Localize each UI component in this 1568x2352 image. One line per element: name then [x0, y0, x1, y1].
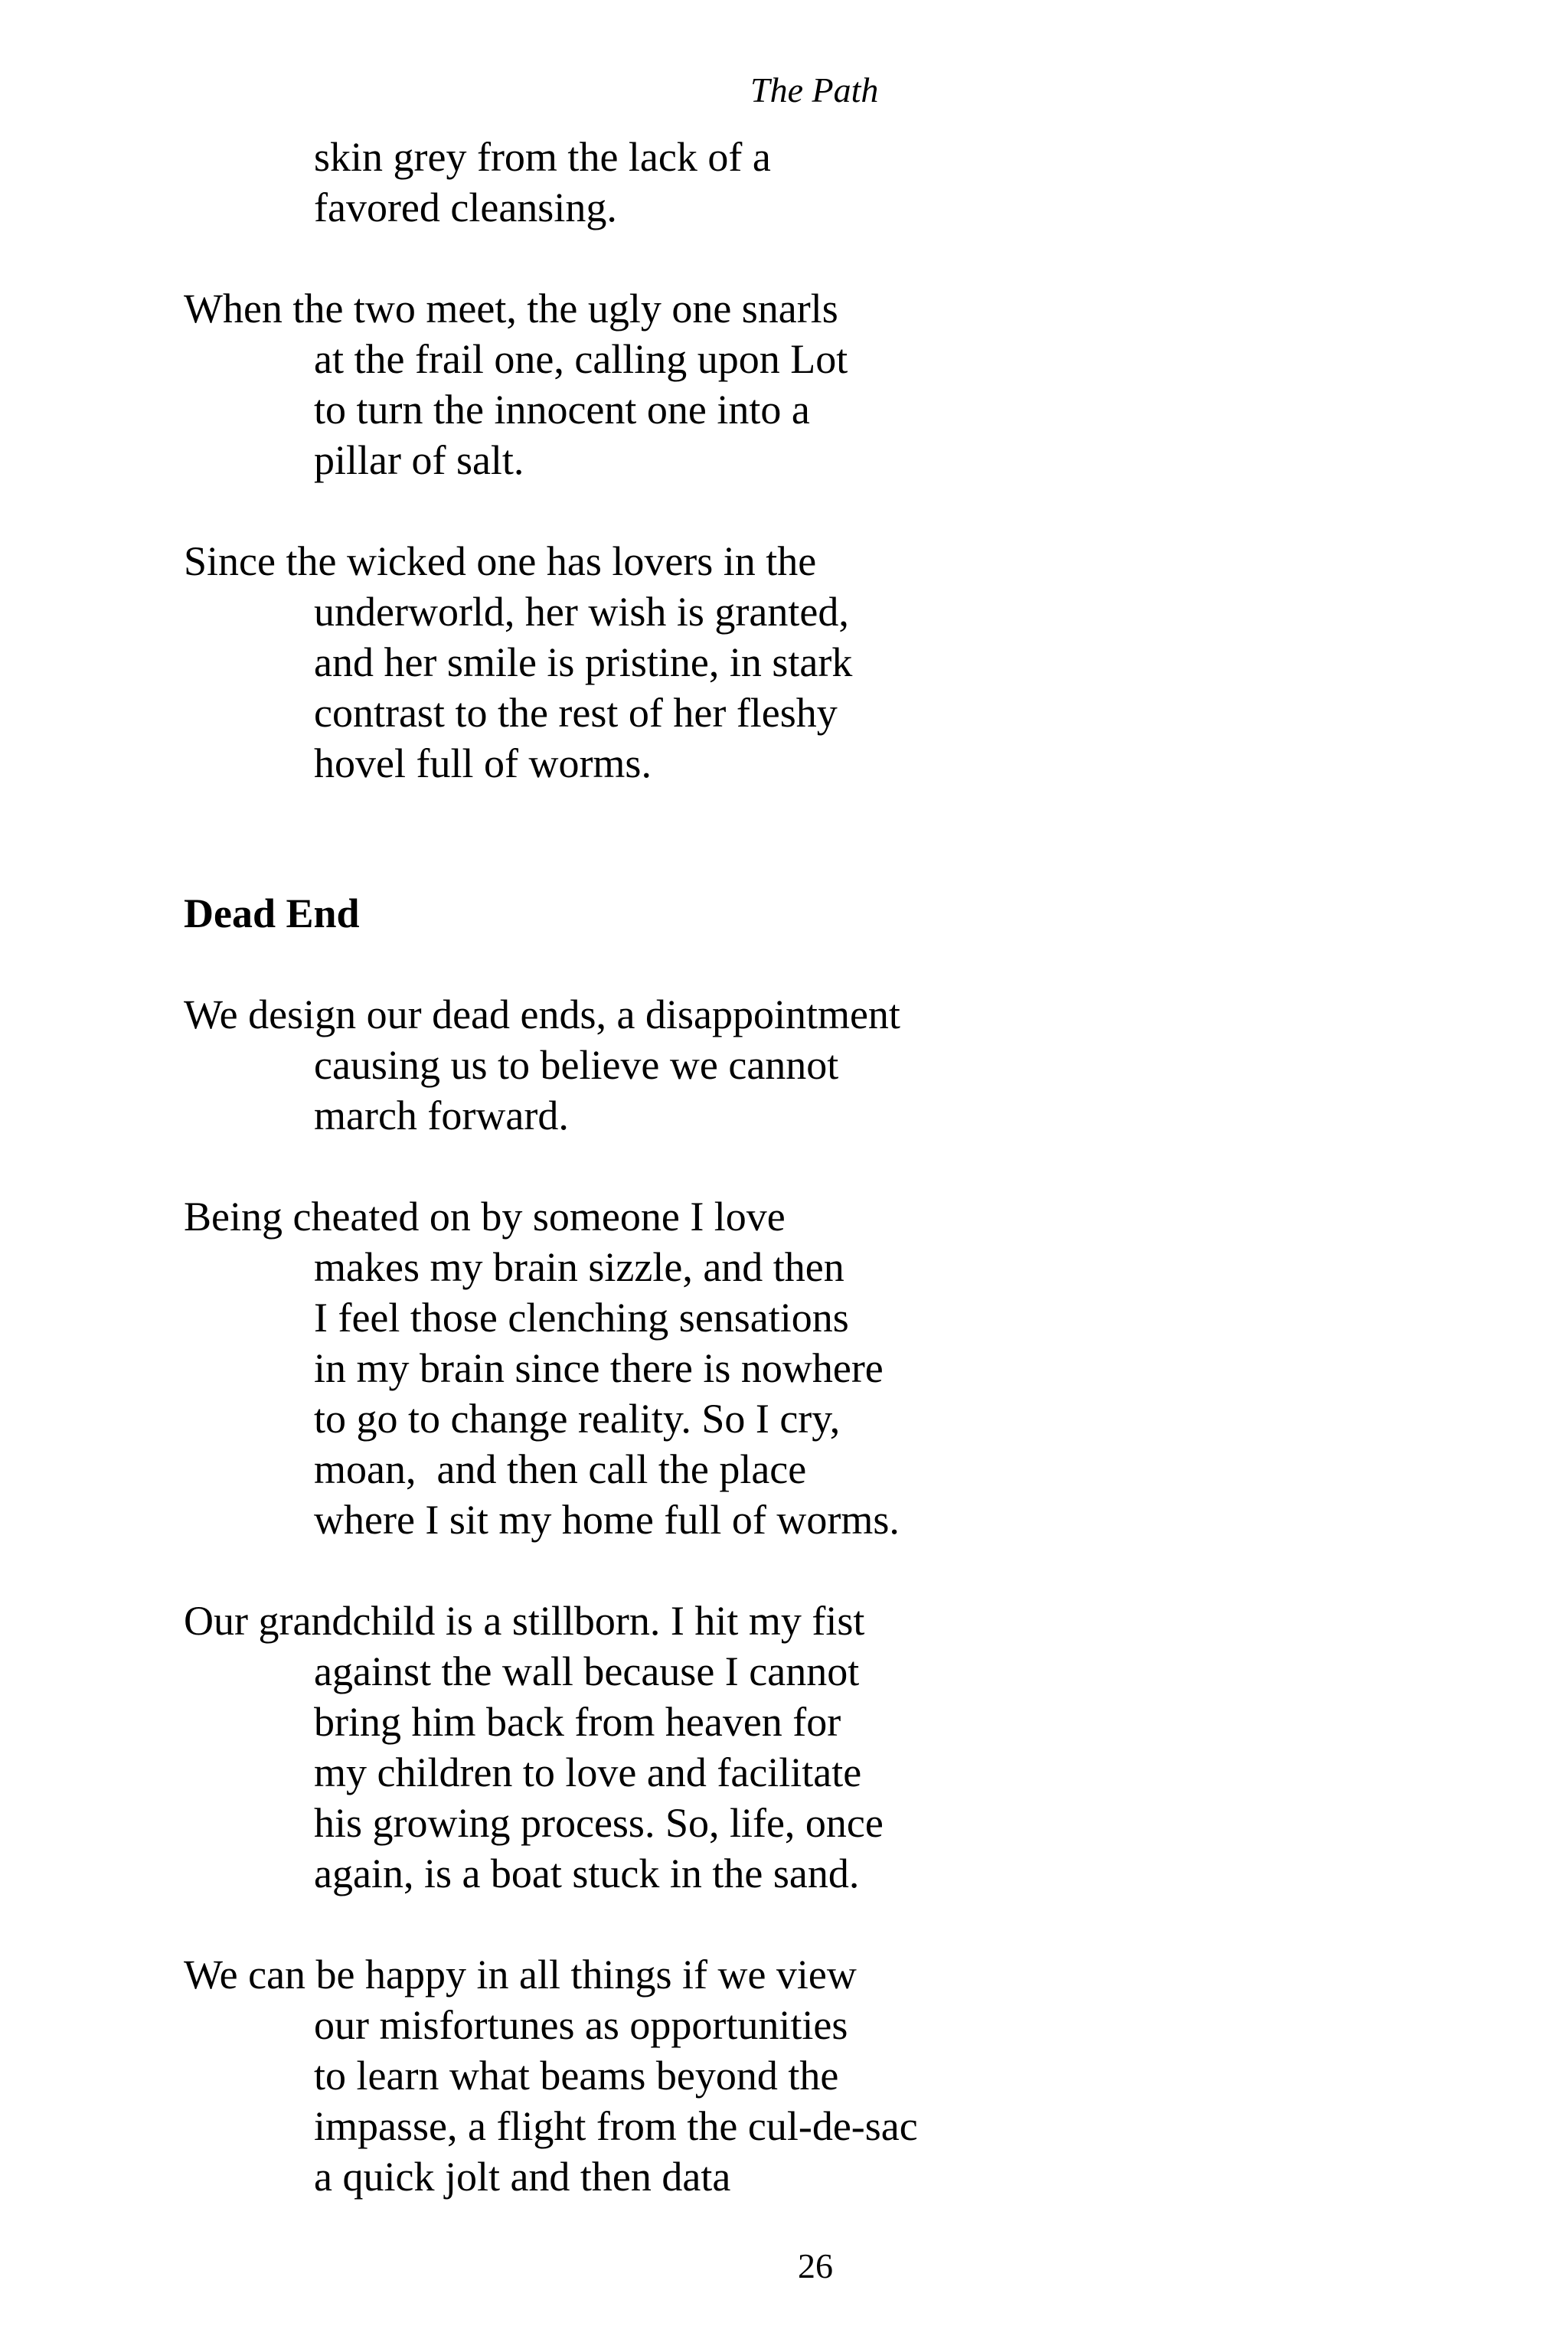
poem-line: I feel those clenching sensations	[314, 1295, 849, 1341]
poem-line: Our grandchild is a stillborn. I hit my fist	[184, 1598, 865, 1644]
poem-line: at the frail one, calling upon Lot	[314, 336, 848, 382]
poem-line: We can be happy in all things if we view	[184, 1952, 857, 1998]
poem-line: makes my brain sizzle, and then	[314, 1244, 844, 1290]
stanza	[184, 1596, 1332, 1899]
poem-line: skin grey from the lack of a	[314, 134, 771, 180]
poem-line: to turn the innocent one into a	[314, 387, 810, 433]
stanza	[184, 1949, 1332, 2202]
running-head: The Path	[750, 70, 879, 109]
poem-line: impasse, a flight from the cul-de-sac	[314, 2103, 918, 2149]
stanza	[184, 536, 1332, 789]
poem-line: Since the wicked one has lovers in the	[184, 538, 817, 584]
poem-line: to learn what beams beyond the	[314, 2053, 839, 2099]
stanza	[184, 283, 1332, 485]
poem-line: We design our dead ends, a disappointment	[184, 991, 900, 1037]
stanza	[184, 132, 1332, 233]
poem-line: When the two meet, the ugly one snarls	[184, 286, 838, 332]
stanza	[184, 1191, 1332, 1545]
poem-line: hovel full of worms.	[314, 740, 652, 786]
poem-line: march forward.	[314, 1093, 569, 1138]
poem-line: favored cleansing.	[314, 185, 617, 230]
poem-line: where I sit my home full of worms.	[314, 1497, 900, 1543]
poem-line: his growing process. So, life, once	[314, 1800, 884, 1846]
poem-line: contrast to the rest of her fleshy	[314, 690, 838, 736]
poem-line: a quick jolt and then data	[314, 2154, 731, 2200]
poem-line: moan, and then call the place	[314, 1446, 807, 1492]
poem-title: Dead End	[184, 890, 360, 936]
poem-line: causing us to believe we cannot	[314, 1042, 839, 1088]
poem-line: again, is a boat stuck in the sand.	[314, 1851, 860, 1896]
poem-line: our misfortunes as opportunities	[314, 2002, 848, 2048]
poem-line: in my brain since there is nowhere	[314, 1345, 884, 1391]
poem-line: bring him back from heaven for	[314, 1699, 841, 1745]
poem-line: pillar of salt.	[314, 437, 524, 483]
poem-line: and her smile is pristine, in stark	[314, 639, 853, 685]
poem-dead-end	[184, 888, 1332, 2202]
poem-line: Being cheated on by someone I love	[184, 1194, 786, 1240]
stanza	[184, 989, 1332, 1141]
poem-line: against the wall because I cannot	[314, 1648, 860, 1694]
page-number: 26	[798, 2246, 833, 2285]
continued-poem	[184, 132, 1332, 789]
poem-line: underworld, her wish is granted,	[314, 589, 849, 635]
poem-line: to go to change reality. So I cry,	[314, 1396, 841, 1442]
poem-line: my children to love and facilitate	[314, 1749, 862, 1795]
